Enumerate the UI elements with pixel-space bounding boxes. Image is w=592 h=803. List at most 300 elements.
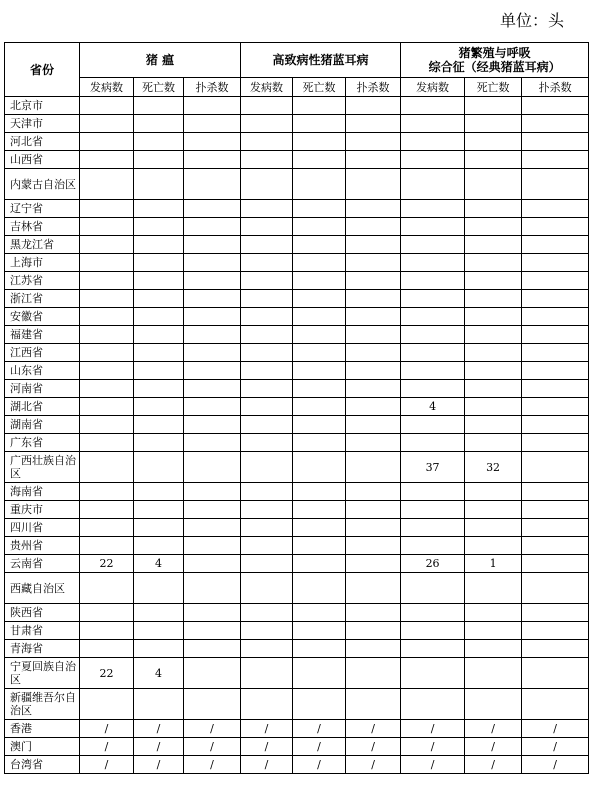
value-cell	[184, 254, 241, 272]
value-cell	[293, 416, 346, 434]
subcol-cases: 发病数	[80, 78, 134, 97]
value-cell	[346, 483, 401, 501]
value-cell	[184, 537, 241, 555]
value-cell	[522, 236, 589, 254]
value-cell	[401, 537, 465, 555]
value-cell	[241, 483, 293, 501]
value-cell: /	[522, 720, 589, 738]
value-cell	[401, 308, 465, 326]
value-cell: /	[80, 756, 134, 774]
value-cell	[134, 604, 184, 622]
value-cell	[80, 362, 134, 380]
province-cell: 黑龙江省	[5, 236, 80, 254]
value-cell	[80, 97, 134, 115]
value-cell	[293, 97, 346, 115]
value-cell	[346, 218, 401, 236]
value-cell	[465, 573, 522, 604]
value-cell	[293, 133, 346, 151]
value-cell	[346, 555, 401, 573]
value-cell	[184, 434, 241, 452]
value-cell	[401, 362, 465, 380]
value-cell	[293, 115, 346, 133]
value-cell	[184, 236, 241, 254]
value-cell	[465, 501, 522, 519]
table-row	[5, 115, 589, 133]
group-header-swine-fever: 猪 瘟	[80, 43, 241, 78]
value-cell	[401, 218, 465, 236]
value-cell	[184, 151, 241, 169]
value-cell	[80, 169, 134, 200]
value-cell	[401, 573, 465, 604]
value-cell	[293, 434, 346, 452]
value-cell: /	[401, 720, 465, 738]
value-cell	[184, 519, 241, 537]
value-cell	[522, 689, 589, 720]
value-cell	[241, 380, 293, 398]
value-cell	[241, 290, 293, 308]
value-cell: /	[465, 738, 522, 756]
value-cell	[522, 362, 589, 380]
value-cell	[293, 290, 346, 308]
value-cell	[184, 604, 241, 622]
value-cell	[293, 344, 346, 362]
value-cell	[293, 326, 346, 344]
value-cell	[401, 658, 465, 689]
value-cell: 32	[465, 452, 522, 483]
province-cell: 新疆维吾尔自治区	[5, 689, 80, 720]
value-cell	[522, 254, 589, 272]
value-cell	[241, 151, 293, 169]
value-cell	[241, 272, 293, 290]
table-row	[5, 200, 589, 218]
value-cell	[184, 200, 241, 218]
value-cell	[80, 434, 134, 452]
value-cell	[80, 501, 134, 519]
province-cell: 内蒙古自治区	[5, 169, 80, 200]
table-row	[5, 416, 589, 434]
province-cell: 安徽省	[5, 308, 80, 326]
value-cell	[134, 97, 184, 115]
subcol-culled: 扑杀数	[184, 78, 241, 97]
value-cell	[241, 658, 293, 689]
value-cell: /	[241, 738, 293, 756]
value-cell: 37	[401, 452, 465, 483]
table-row	[5, 254, 589, 272]
value-cell	[80, 326, 134, 344]
value-cell	[522, 169, 589, 200]
value-cell	[80, 200, 134, 218]
value-cell	[80, 151, 134, 169]
province-cell: 北京市	[5, 97, 80, 115]
value-cell	[465, 416, 522, 434]
table-row	[5, 133, 589, 151]
value-cell	[241, 452, 293, 483]
value-cell	[465, 398, 522, 416]
value-cell	[80, 344, 134, 362]
value-cell: /	[522, 756, 589, 774]
value-cell	[522, 115, 589, 133]
table-row	[5, 720, 589, 738]
province-cell: 福建省	[5, 326, 80, 344]
value-cell	[184, 398, 241, 416]
value-cell	[241, 218, 293, 236]
value-cell	[241, 344, 293, 362]
value-cell	[80, 133, 134, 151]
value-cell: 1	[465, 555, 522, 573]
value-cell	[346, 200, 401, 218]
value-cell	[522, 133, 589, 151]
value-cell	[401, 380, 465, 398]
value-cell: /	[241, 756, 293, 774]
value-cell	[80, 537, 134, 555]
value-cell	[346, 689, 401, 720]
value-cell	[346, 604, 401, 622]
value-cell	[293, 622, 346, 640]
value-cell	[80, 519, 134, 537]
value-cell	[465, 97, 522, 115]
value-cell	[346, 573, 401, 604]
value-cell	[134, 326, 184, 344]
province-cell: 河北省	[5, 133, 80, 151]
province-cell: 天津市	[5, 115, 80, 133]
value-cell	[465, 326, 522, 344]
value-cell	[293, 272, 346, 290]
value-cell	[522, 434, 589, 452]
province-cell: 香港	[5, 720, 80, 738]
value-cell	[401, 519, 465, 537]
table-row	[5, 344, 589, 362]
value-cell	[401, 640, 465, 658]
value-cell	[80, 416, 134, 434]
value-cell	[465, 622, 522, 640]
group-header-classic-prrs: 猪繁殖与呼吸 综合征（经典猪蓝耳病）	[401, 43, 589, 78]
value-cell	[522, 97, 589, 115]
province-cell: 广西壮族自治区	[5, 452, 80, 483]
value-cell	[184, 689, 241, 720]
value-cell	[241, 604, 293, 622]
value-cell	[401, 272, 465, 290]
value-cell	[241, 169, 293, 200]
value-cell	[401, 689, 465, 720]
value-cell	[346, 622, 401, 640]
value-cell	[241, 200, 293, 218]
value-cell	[522, 308, 589, 326]
header-row-subcols	[5, 78, 589, 97]
table-row	[5, 501, 589, 519]
value-cell	[184, 362, 241, 380]
value-cell	[134, 398, 184, 416]
value-cell	[465, 344, 522, 362]
value-cell	[346, 640, 401, 658]
value-cell	[522, 555, 589, 573]
value-cell	[241, 308, 293, 326]
value-cell	[465, 169, 522, 200]
value-cell	[522, 200, 589, 218]
value-cell	[184, 272, 241, 290]
value-cell	[184, 308, 241, 326]
value-cell	[293, 555, 346, 573]
value-cell	[465, 272, 522, 290]
value-cell	[465, 362, 522, 380]
value-cell	[346, 344, 401, 362]
value-cell: /	[293, 756, 346, 774]
table-row	[5, 398, 589, 416]
value-cell	[465, 236, 522, 254]
value-cell	[293, 689, 346, 720]
province-cell: 四川省	[5, 519, 80, 537]
table-row	[5, 452, 589, 483]
value-cell	[522, 398, 589, 416]
value-cell	[346, 658, 401, 689]
value-cell	[522, 290, 589, 308]
value-cell	[346, 452, 401, 483]
value-cell	[346, 236, 401, 254]
value-cell: /	[80, 720, 134, 738]
province-cell: 台湾省	[5, 756, 80, 774]
table-row	[5, 326, 589, 344]
value-cell	[293, 483, 346, 501]
value-cell	[80, 380, 134, 398]
value-cell	[184, 501, 241, 519]
value-cell	[401, 434, 465, 452]
province-cell: 湖北省	[5, 398, 80, 416]
value-cell	[522, 218, 589, 236]
province-cell: 河南省	[5, 380, 80, 398]
subcol-culled: 扑杀数	[522, 78, 589, 97]
value-cell: 26	[401, 555, 465, 573]
value-cell	[184, 555, 241, 573]
value-cell	[346, 115, 401, 133]
value-cell	[80, 573, 134, 604]
subcol-deaths: 死亡数	[134, 78, 184, 97]
value-cell: 22	[80, 555, 134, 573]
table-row	[5, 756, 589, 774]
disease-report-table	[4, 42, 589, 774]
value-cell	[134, 236, 184, 254]
value-cell	[241, 326, 293, 344]
value-cell	[241, 689, 293, 720]
value-cell	[241, 640, 293, 658]
value-cell: /	[134, 738, 184, 756]
value-cell	[80, 236, 134, 254]
province-cell: 海南省	[5, 483, 80, 501]
value-cell	[80, 398, 134, 416]
value-cell	[134, 169, 184, 200]
value-cell	[80, 689, 134, 720]
table-body	[5, 97, 589, 774]
table-row	[5, 658, 589, 689]
value-cell	[134, 290, 184, 308]
value-cell	[293, 169, 346, 200]
value-cell	[522, 416, 589, 434]
value-cell	[134, 272, 184, 290]
value-cell	[522, 537, 589, 555]
value-cell	[401, 200, 465, 218]
province-cell: 重庆市	[5, 501, 80, 519]
value-cell	[346, 380, 401, 398]
value-cell	[293, 236, 346, 254]
value-cell	[346, 133, 401, 151]
table-row	[5, 537, 589, 555]
value-cell	[184, 290, 241, 308]
value-cell	[293, 380, 346, 398]
value-cell	[465, 434, 522, 452]
value-cell	[134, 501, 184, 519]
value-cell	[134, 362, 184, 380]
value-cell	[465, 658, 522, 689]
value-cell	[184, 622, 241, 640]
table-row	[5, 290, 589, 308]
value-cell	[293, 537, 346, 555]
value-cell	[293, 151, 346, 169]
province-cell: 江苏省	[5, 272, 80, 290]
unit-label: 单位：头	[499, 11, 564, 30]
value-cell	[80, 308, 134, 326]
value-cell	[522, 604, 589, 622]
table-row	[5, 519, 589, 537]
value-cell	[293, 658, 346, 689]
value-cell	[134, 573, 184, 604]
value-cell: /	[522, 738, 589, 756]
value-cell	[465, 537, 522, 555]
value-cell	[346, 151, 401, 169]
value-cell	[241, 537, 293, 555]
value-cell	[241, 362, 293, 380]
value-cell	[241, 555, 293, 573]
province-cell: 浙江省	[5, 290, 80, 308]
value-cell: 4	[401, 398, 465, 416]
province-cell: 澳门	[5, 738, 80, 756]
value-cell	[346, 254, 401, 272]
value-cell	[134, 380, 184, 398]
province-cell: 山东省	[5, 362, 80, 380]
value-cell	[465, 151, 522, 169]
table-row	[5, 151, 589, 169]
province-cell: 上海市	[5, 254, 80, 272]
value-cell	[293, 398, 346, 416]
table-row	[5, 434, 589, 452]
province-cell: 吉林省	[5, 218, 80, 236]
value-cell: /	[346, 720, 401, 738]
value-cell	[465, 115, 522, 133]
value-cell	[401, 416, 465, 434]
value-cell	[184, 573, 241, 604]
value-cell	[522, 640, 589, 658]
value-cell	[184, 344, 241, 362]
value-cell: /	[465, 720, 522, 738]
value-cell	[465, 689, 522, 720]
value-cell	[134, 640, 184, 658]
value-cell	[401, 254, 465, 272]
value-cell	[134, 133, 184, 151]
value-cell	[401, 501, 465, 519]
value-cell	[80, 272, 134, 290]
subcol-deaths: 死亡数	[465, 78, 522, 97]
value-cell	[293, 362, 346, 380]
value-cell	[241, 622, 293, 640]
value-cell	[80, 290, 134, 308]
value-cell	[241, 97, 293, 115]
table-row	[5, 362, 589, 380]
value-cell	[80, 604, 134, 622]
value-cell	[293, 573, 346, 604]
value-cell	[241, 398, 293, 416]
province-cell: 湖南省	[5, 416, 80, 434]
value-cell	[293, 519, 346, 537]
value-cell	[346, 169, 401, 200]
subcol-cases: 发病数	[401, 78, 465, 97]
value-cell	[401, 236, 465, 254]
value-cell: /	[184, 756, 241, 774]
value-cell	[80, 640, 134, 658]
province-cell: 宁夏回族自治区	[5, 658, 80, 689]
value-cell: /	[346, 756, 401, 774]
value-cell	[184, 483, 241, 501]
value-cell: /	[401, 738, 465, 756]
value-cell	[184, 380, 241, 398]
value-cell	[134, 115, 184, 133]
province-cell: 山西省	[5, 151, 80, 169]
value-cell	[465, 133, 522, 151]
value-cell	[134, 519, 184, 537]
value-cell	[401, 622, 465, 640]
value-cell	[401, 115, 465, 133]
value-cell	[80, 115, 134, 133]
province-cell: 西藏自治区	[5, 573, 80, 604]
value-cell: /	[184, 720, 241, 738]
value-cell	[522, 658, 589, 689]
value-cell	[241, 501, 293, 519]
table-row	[5, 604, 589, 622]
value-cell	[465, 290, 522, 308]
value-cell	[134, 452, 184, 483]
value-cell	[346, 97, 401, 115]
value-cell	[293, 501, 346, 519]
table-row	[5, 308, 589, 326]
value-cell	[522, 344, 589, 362]
value-cell	[346, 308, 401, 326]
value-cell	[293, 308, 346, 326]
value-cell	[346, 416, 401, 434]
value-cell	[184, 658, 241, 689]
value-cell	[134, 344, 184, 362]
value-cell	[401, 290, 465, 308]
value-cell	[401, 604, 465, 622]
table-row	[5, 640, 589, 658]
value-cell: /	[184, 738, 241, 756]
value-cell	[134, 254, 184, 272]
value-cell	[293, 254, 346, 272]
value-cell	[401, 326, 465, 344]
value-cell	[465, 519, 522, 537]
value-cell	[401, 169, 465, 200]
value-cell	[241, 133, 293, 151]
value-cell: 4	[134, 658, 184, 689]
value-cell: /	[293, 720, 346, 738]
value-cell	[346, 290, 401, 308]
value-cell	[134, 200, 184, 218]
value-cell	[184, 640, 241, 658]
value-cell	[522, 380, 589, 398]
value-cell	[522, 501, 589, 519]
value-cell	[522, 452, 589, 483]
table-row	[5, 272, 589, 290]
value-cell	[465, 604, 522, 622]
value-cell	[134, 537, 184, 555]
province-cell: 甘肃省	[5, 622, 80, 640]
province-header: 省份	[5, 43, 80, 97]
value-cell	[522, 151, 589, 169]
